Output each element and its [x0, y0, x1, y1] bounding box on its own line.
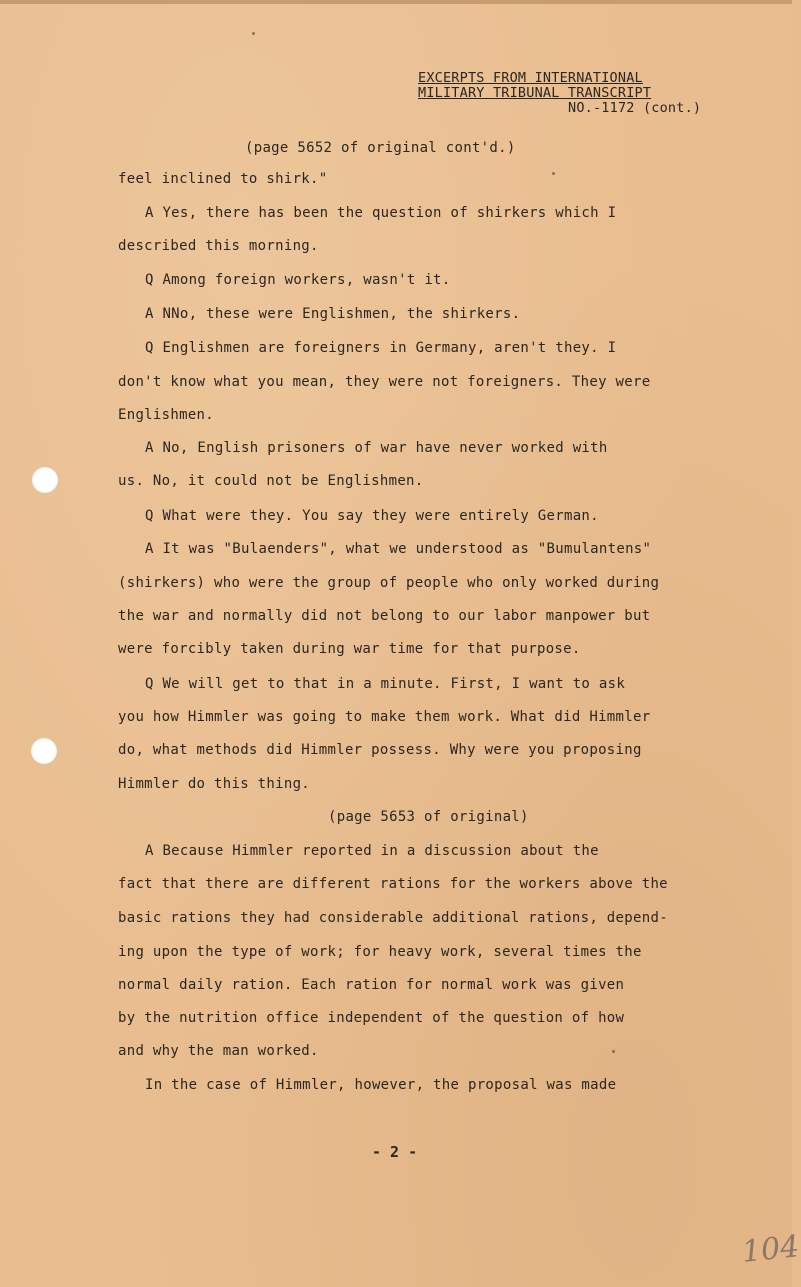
text-line: us. No, it could not be Englishmen.	[118, 473, 424, 489]
paper-speck	[252, 32, 255, 35]
text-line: Q Englishmen are foreigners in Germany, aren't they. I	[145, 340, 617, 356]
text-line: A It was "Bulaenders", what we understood as "Bumulantens"	[145, 541, 652, 557]
text-line: Q We will get to that in a minute. First, I want to ask	[145, 676, 626, 692]
header-line-2: MILITARY TRIBUNAL TRANSCRIPT	[418, 85, 652, 101]
text-line: In the case of Himmler, however, the proposal was made	[145, 1077, 617, 1093]
text-line: A No, English prisoners of war have never worked with	[145, 440, 608, 456]
text-line: feel inclined to shirk."	[118, 171, 328, 187]
page-reference: (page 5653 of original)	[328, 809, 529, 825]
text-line: fact that there are different rations for the workers above the	[118, 876, 668, 892]
text-line: basic rations they had considerable additional rations, depend-	[118, 910, 668, 926]
text-line: do, what methods did Himmler possess. Why were you proposing	[118, 742, 642, 758]
text-line: Q What were they. You say they were entirely German.	[145, 508, 599, 524]
paper-speck	[552, 172, 555, 175]
text-line: ing upon the type of work; for heavy work, several times the	[118, 944, 642, 960]
paper-speck	[612, 1050, 615, 1053]
text-line: normal daily ration. Each ration for normal work was given	[118, 977, 625, 993]
text-line: A Because Himmler reported in a discussion about the	[145, 843, 599, 859]
page-number: - 2 -	[372, 1143, 418, 1161]
page-top-edge	[0, 0, 792, 4]
text-line: by the nutrition office independent of the question of how	[118, 1010, 625, 1026]
page-reference-continued: (page 5652 of original cont'd.)	[245, 140, 516, 156]
punch-hole	[32, 467, 58, 493]
text-line: and why the man worked.	[118, 1043, 319, 1059]
text-line: Himmler do this thing.	[118, 776, 311, 792]
text-line: don't know what you mean, they were not foreigners. They were	[118, 374, 651, 390]
handwritten-page-number: 104	[740, 1229, 801, 1270]
text-line: A NNo, these were Englishmen, the shirkers.	[145, 306, 521, 322]
text-line: were forcibly taken during war time for that purpose.	[118, 641, 581, 657]
transcript-header	[418, 71, 708, 116]
text-line: (shirkers) who were the group of people who only worked during	[118, 575, 660, 591]
header-line-1: EXCERPTS FROM INTERNATIONAL	[418, 70, 643, 86]
transcript-number: NO.-1172 (cont.)	[568, 100, 702, 116]
text-line: described this morning.	[118, 238, 319, 254]
text-line: the war and normally did not belong to our labor manpower but	[118, 608, 651, 624]
text-line: you how Himmler was going to make them work. What did Himmler	[118, 709, 651, 725]
punch-hole	[31, 738, 57, 764]
text-line: Englishmen.	[118, 407, 215, 423]
text-line: Q Among foreign workers, wasn't it.	[145, 272, 451, 288]
text-line: A Yes, there has been the question of shirkers which I	[145, 205, 617, 221]
